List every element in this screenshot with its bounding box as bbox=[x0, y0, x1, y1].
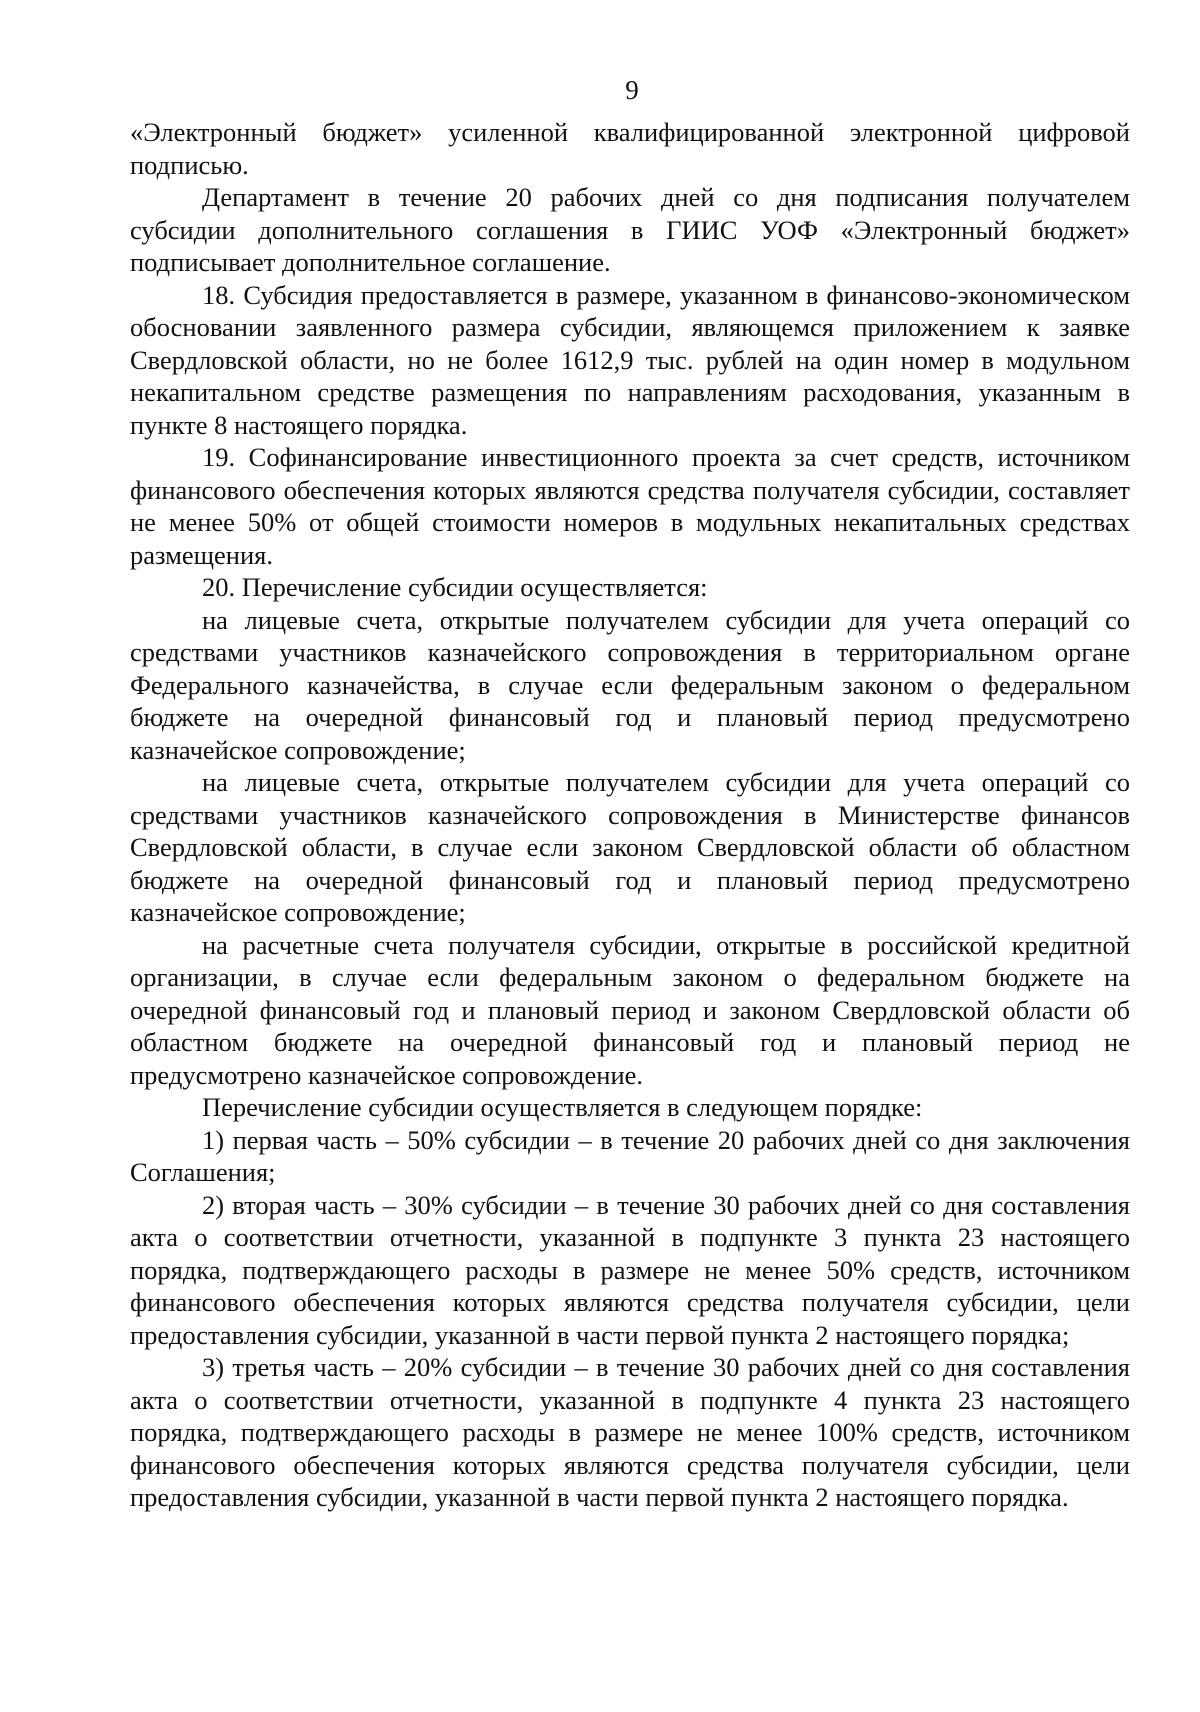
paragraph-part-3: 3) третья часть – 20% субсидии – в течение 30 рабочих дней со дня составления акта о соответствии отчетности, указанной в подпункте 4 пункта 23 настоящего порядка, подтверждающего расходы в размере не менее 100% средств, источником финансового обеспечения которых являются средства получателя субсидии, цели предоставления субсидии, указанной в части первой пункта 2 настоящего порядка. bbox=[130, 1352, 1130, 1512]
paragraph-accounts-regional: на лицевые счета, открытые получателем субсидии для учета операций со средствами участников казначейского сопровождения в Министерстве финансов Свердловской области, в случае если законом Свердловской области об областном бюджете на очередной финансовый год и плановый период предусмотрено казначейское сопровождение; bbox=[130, 767, 1130, 927]
document-body bbox=[130, 116, 1130, 1514]
paragraph-accounts-federal: на лицевые счета, открытые получателем субсидии для учета операций со средствами участников казначейского сопровождения в территориальном органе Федерального казначейства, в случае если федеральным законом о федеральном бюджете на очередной финансовый год и плановый период предусмотрено казначейское сопровождение; bbox=[130, 604, 1130, 765]
paragraph-item-18: 18. Субсидия предоставляется в размере, указанном в финансово-экономическом обосновании заявленного размера субсидии, являющемся приложением к заявке Свердловской области, но не более 1612,9 тыс. рублей на один номер в модульном некапитальном средстве размещения по направлениям расходования, указанным в пункте 8 настоящего порядка. bbox=[130, 279, 1130, 440]
paragraph-transfer-order: Перечисление субсидии осуществляется в следующем порядке: bbox=[202, 1092, 923, 1122]
paragraph-item-19: 19. Софинансирование инвестиционного проекта за счет средств, источником финансового обеспечения которых являются средства получателя субсидии, составляет не менее 50% от общей стоимости номеров в модульных некапитальных средствах размещения. bbox=[130, 442, 1130, 570]
page-number: 9 bbox=[625, 75, 639, 105]
paragraph-department-signs: Департамент в течение 20 рабочих дней со дня подписания получателем субсидии дополнительного соглашения в ГИИС УОФ «Электронный бюджет» подписывает дополнительное соглашение. bbox=[130, 182, 1130, 277]
paragraph-item-20: 20. Перечисление субсидии осуществляется: bbox=[202, 572, 708, 602]
paragraph-part-1: 1) первая часть – 50% субсидии – в течение 20 рабочих дней со дня заключения Соглашения; bbox=[130, 1124, 1130, 1187]
paragraph-continuation: «Электронный бюджет» усиленной квалифицированной электронной цифровой подписью. bbox=[130, 117, 1130, 180]
paragraph-accounts-settlement: на расчетные счета получателя субсидии, открытые в российской кредитной организации, в случае если федеральным законом о федеральном бюджете на очередной финансовый год и плановый период и законом Свердловской области об областном бюджете на очередной финансовый год и плановый период не предусмотрено казначейское сопровождение. bbox=[130, 929, 1130, 1090]
paragraph-part-2: 2) вторая часть – 30% субсидии – в течение 30 рабочих дней со дня составления акта о соответствии отчетности, указанной в подпункте 3 пункта 23 настоящего порядка, подтверждающего расходы в размере не менее 50% средств, источником финансового обеспечения которых являются средства получателя субсидии, цели предоставления субсидии, указанной в части первой пункта 2 настоящего порядка; bbox=[130, 1189, 1130, 1350]
